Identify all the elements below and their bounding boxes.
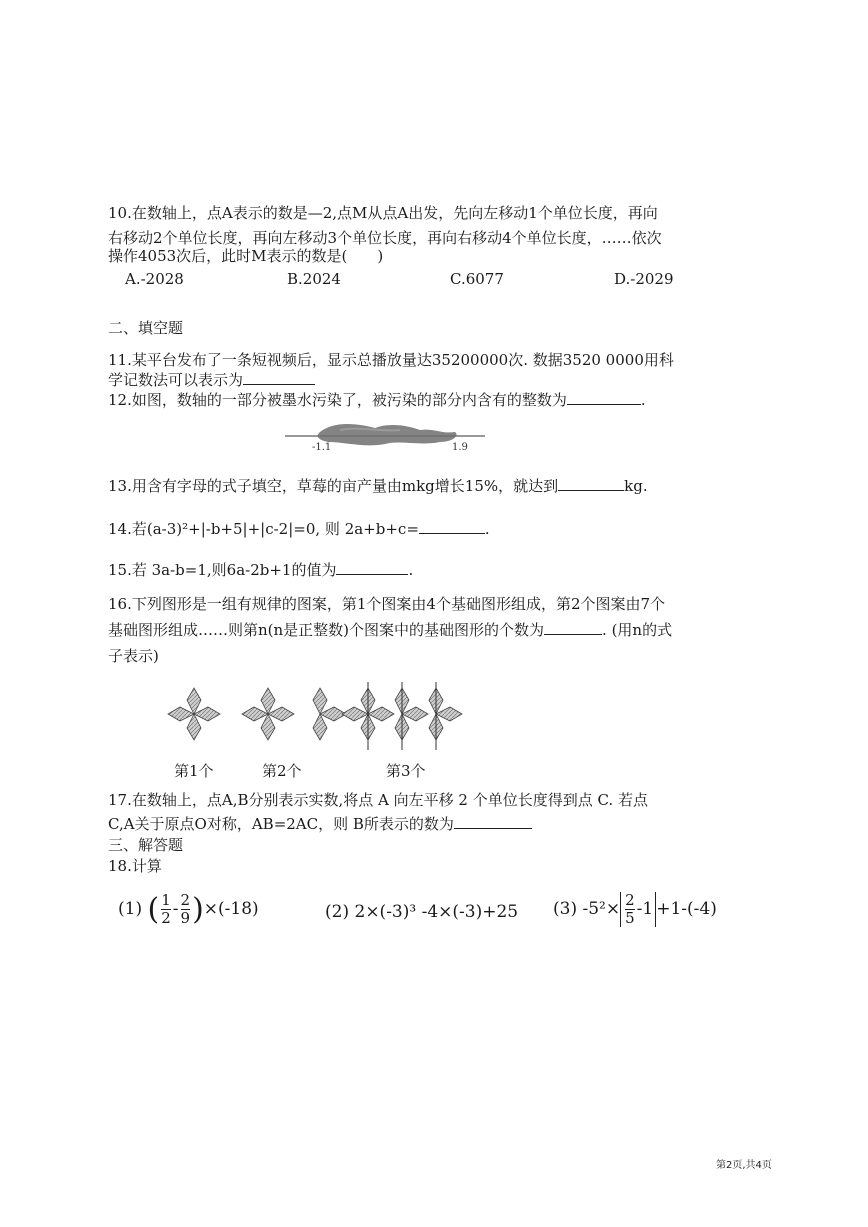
- q14-text: [108, 519, 490, 539]
- q14-answer-blank[interactable]: [419, 519, 485, 534]
- frac-denominator: 5: [625, 909, 635, 927]
- q15-suffix: .: [408, 561, 414, 579]
- q18-part1: [118, 892, 259, 927]
- q18-part1-fraction-2: [181, 892, 191, 927]
- q12-answer-blank[interactable]: [567, 390, 641, 405]
- q10-line1: 10.在数轴上，点A表示的数是—2,点M从点A出发，先向左移动1个单位长度，再向: [108, 204, 658, 222]
- q16-answer-blank[interactable]: [544, 620, 602, 635]
- section-fill-in-title: 二、填空题: [108, 319, 184, 337]
- q11-line2-text: 学记数法可以表示为: [108, 371, 244, 389]
- q18-part1-open-paren: (: [147, 892, 160, 927]
- q13-answer-blank[interactable]: [558, 476, 624, 491]
- q16-caption-2: 第2个: [262, 762, 302, 780]
- q16-line1: 16.下列图形是一组有规律的图案，第1个图案由4个基础图形组成，第2个图案由7个: [108, 595, 666, 613]
- q16-caption-3: 第3个: [386, 762, 426, 780]
- q15-text: [108, 560, 413, 580]
- frac-numerator: 2: [625, 891, 635, 909]
- q18-part1-tail: ×(-18): [203, 899, 259, 919]
- q18-part1-minus: -: [172, 899, 179, 919]
- q18-part1-label: (1): [118, 899, 143, 919]
- q14-suffix: .: [484, 520, 490, 538]
- right-label: 1.9: [452, 442, 468, 453]
- frac-numerator: 1: [161, 891, 171, 909]
- q18-part2: [325, 902, 518, 922]
- q18-part3: [553, 892, 717, 927]
- q10-line2: 右移动2个单位长度，再向左移动3个单位长度，再向右移动4个单位长度，……依次: [108, 229, 662, 247]
- q16-line3: 子表示): [108, 647, 159, 665]
- q18-part3-label: (3): [553, 899, 578, 919]
- q10-option-c: C.6077: [450, 270, 504, 288]
- q16-line2-suffix: . (用n的式: [602, 621, 673, 639]
- q16-pattern-figure: [160, 676, 480, 758]
- q10-option-d: D.-2029: [614, 270, 674, 288]
- q13-suffix: kg.: [624, 477, 648, 495]
- q16-line2-text: 基础图形组成……则第n(n是正整数)个图案中的基础图形的个数为: [108, 621, 545, 639]
- frac-denominator: 9: [180, 909, 191, 927]
- q13-text-body: 13.用含有字母的式子填空，草莓的亩产量由mkg增长15%，就达到: [108, 477, 559, 495]
- q12-text-body: 12.如图，数轴的一部分被墨水污染了，被污染的部分内含有的整数为: [108, 391, 567, 409]
- pattern-3: [342, 682, 462, 750]
- page-number-footer: 第2页,共4页: [716, 1160, 772, 1171]
- q18-part1-close-paren: ): [192, 892, 204, 927]
- ink-stain: [318, 424, 457, 445]
- frac-denominator: 2: [161, 909, 171, 927]
- q15-answer-blank[interactable]: [336, 560, 408, 575]
- q16-caption-1: 第1个: [174, 762, 214, 780]
- q10-option-b: B.2024: [287, 270, 341, 288]
- q17-line2-text: C,A关于原点O对称，AB=2AC，则 B所表示的数为: [108, 815, 454, 833]
- q11-answer-blank[interactable]: [243, 370, 315, 385]
- frac-numerator: 2: [180, 891, 191, 909]
- left-label: -1.1: [312, 442, 332, 453]
- q18-part2-expression: 2×(-3)³ -4×(-3)+25: [354, 902, 519, 922]
- q10-line3: 操作4053次后，此时M表示的数是( ): [108, 247, 384, 265]
- q13-text: [108, 476, 648, 496]
- q12-text: [108, 390, 646, 410]
- q15-text-body: 15.若 3a-b=1,则6a-2b+1的值为: [108, 561, 337, 579]
- q18-part1-fraction-1: [161, 892, 171, 927]
- pattern-1: [168, 688, 220, 740]
- q11-line2: [108, 370, 315, 390]
- q17-answer-blank[interactable]: [454, 814, 532, 829]
- q18-part3-head: -5²×: [582, 899, 621, 919]
- q18-part3-inner: -1: [636, 899, 654, 919]
- q14-text-body: 14.若(a-3)²+|-b+5|+|c-2|=0, 则 2a+b+c=: [108, 520, 419, 538]
- q18-title: 18.计算: [108, 857, 162, 875]
- q11-line1: 11.某平台发布了一条短视频后，显示总播放量达35200000次. 数据3520 0000用科: [108, 351, 674, 369]
- q12-number-line-figure: [280, 412, 490, 454]
- q17-line1: 17.在数轴上，点A,B分别表示实数,将点 A 向左平移 2 个单位长度得到点 C. 若点: [108, 791, 648, 809]
- q10-option-a: A.-2028: [125, 270, 184, 288]
- q18-part3-fraction: [625, 892, 635, 927]
- q12-suffix: .: [640, 391, 646, 409]
- q16-line2: [108, 620, 672, 640]
- section-solve-title: 三、解答题: [108, 836, 184, 854]
- q18-part2-label: (2): [325, 902, 350, 922]
- q17-line2: [108, 814, 532, 834]
- q18-part3-tail: +1-(-4): [656, 899, 717, 919]
- pattern-2: [242, 688, 346, 740]
- q18-part3-absolute-value: [620, 892, 656, 927]
